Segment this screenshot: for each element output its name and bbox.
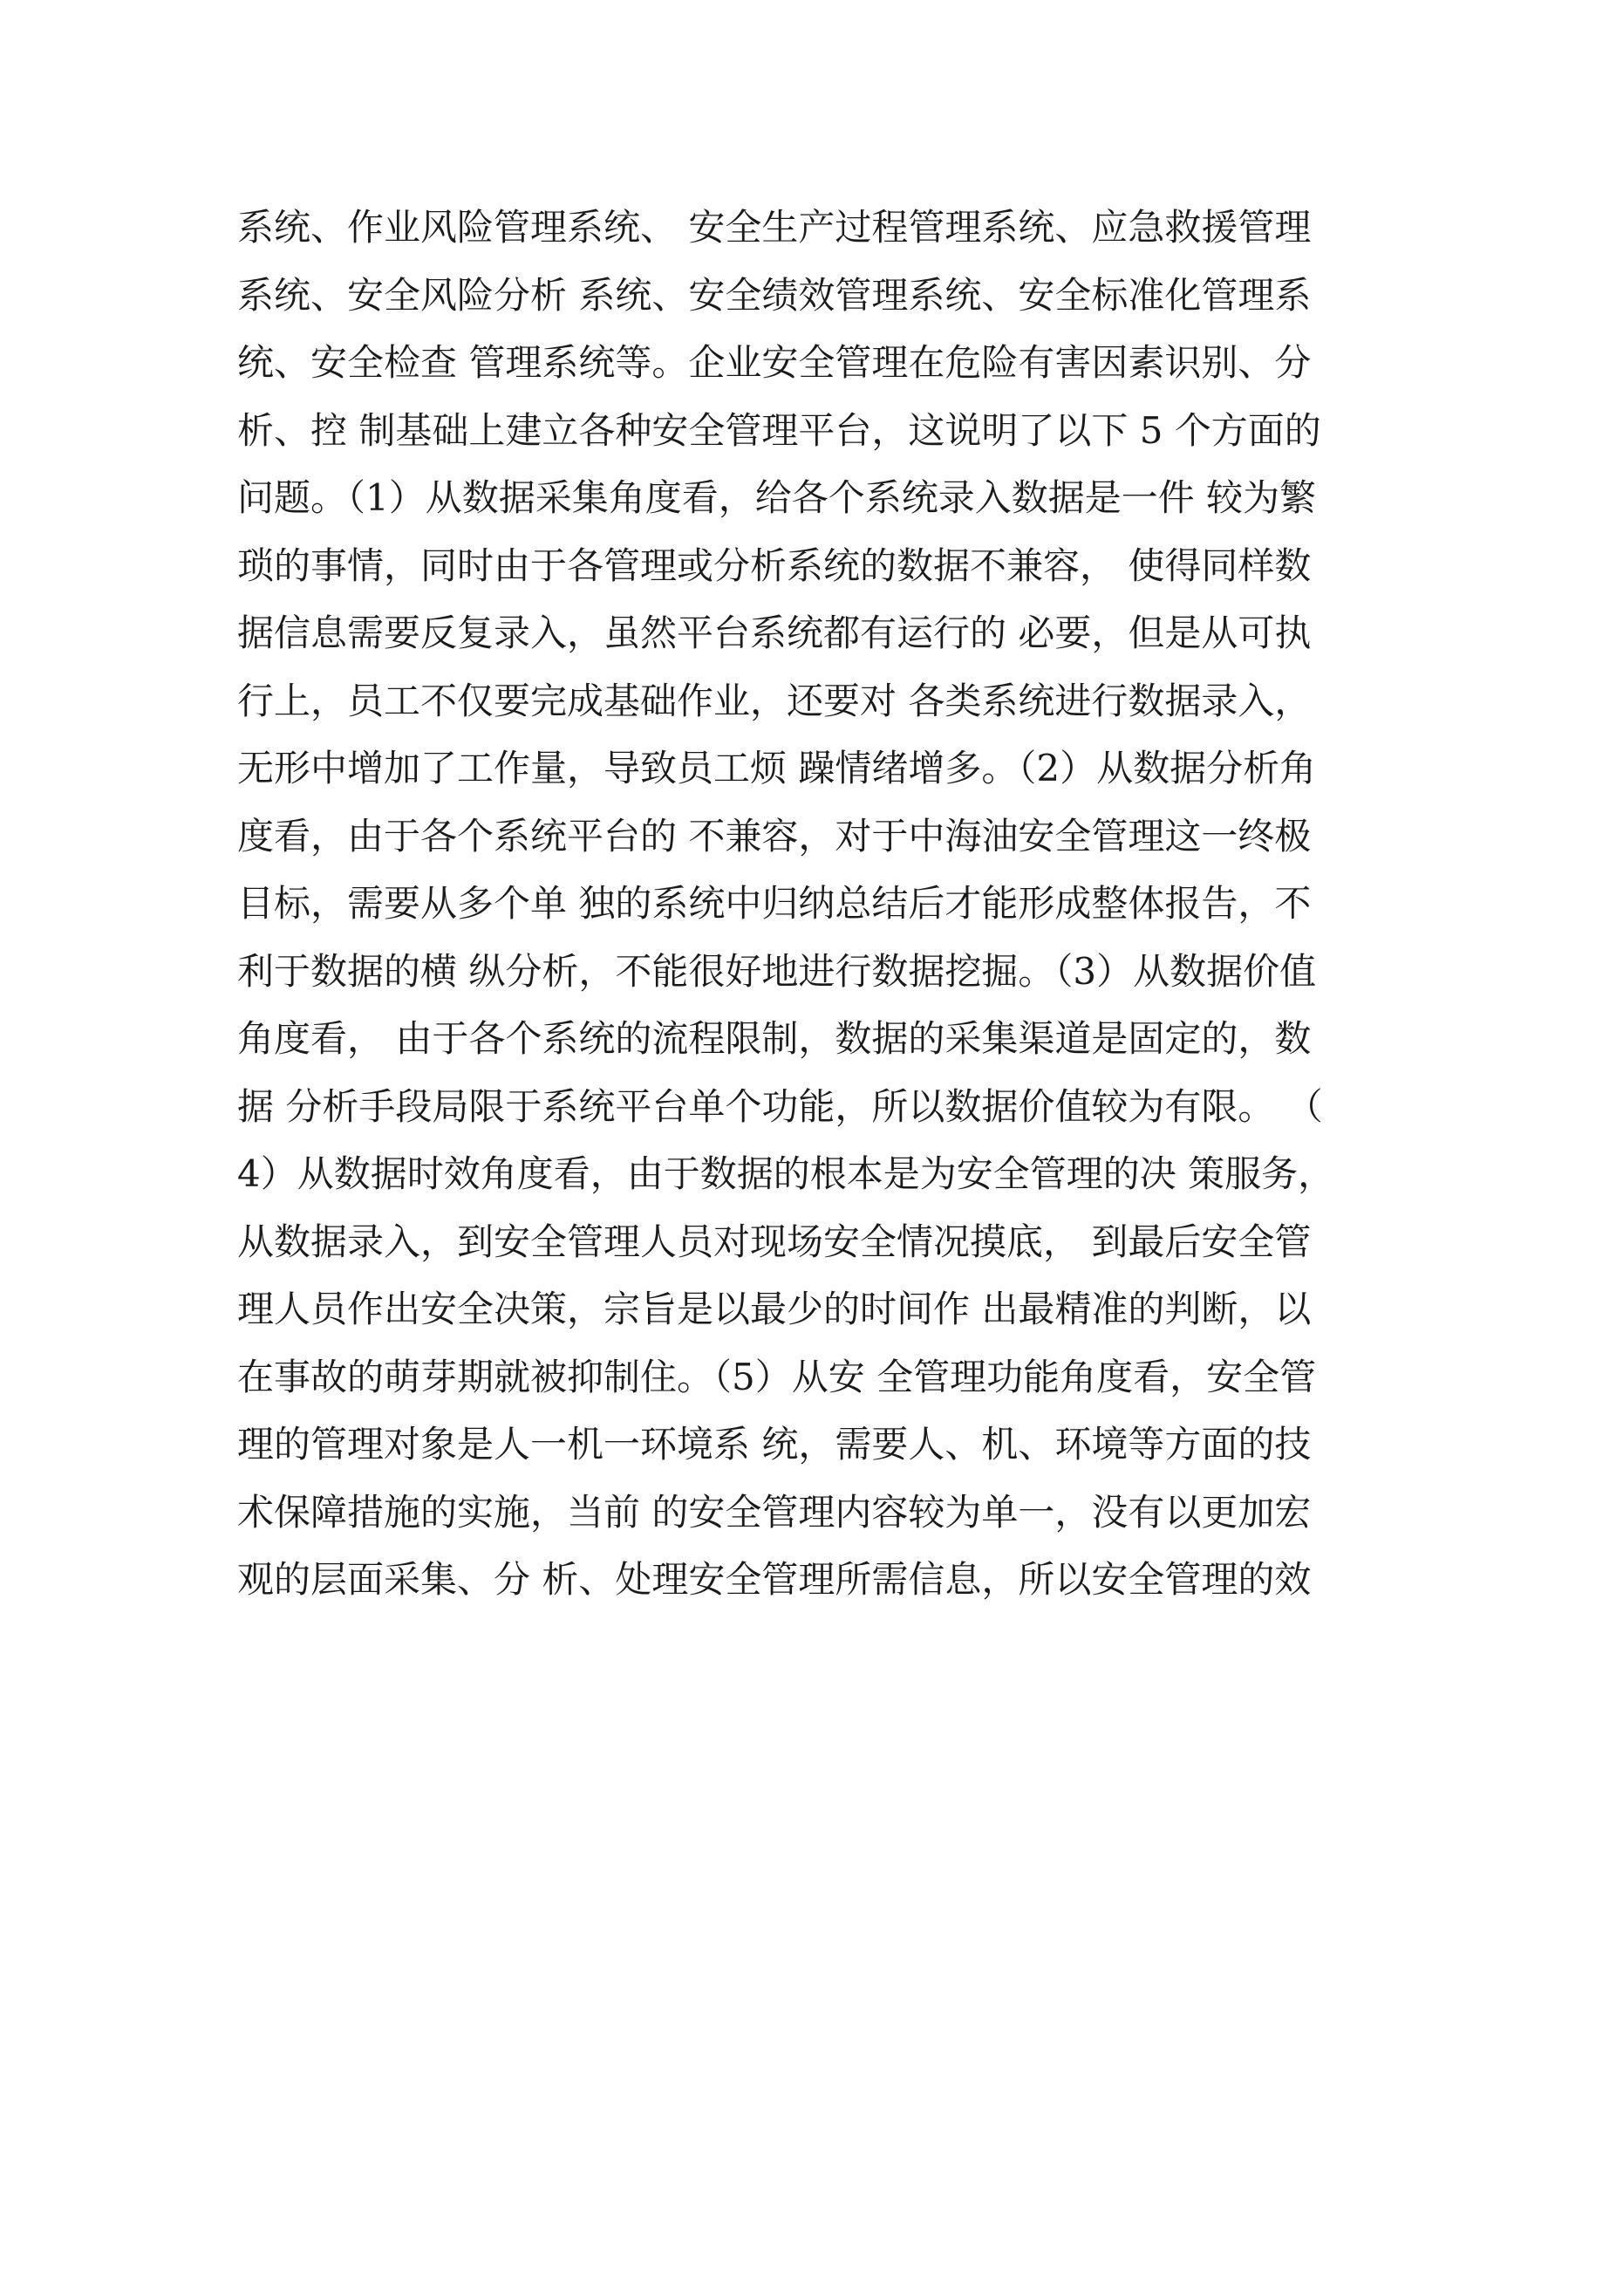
text-line-20: 术保障措施的实施，当前 的安全管理内容较为单一，没有以更加宏 <box>237 1490 1312 1534</box>
text-line-13: 角度看， 由于各个系统的流程限制，数据的采集渠道是固定的，数 <box>237 1017 1312 1060</box>
text-line-12: 利于数据的横 纵分析，不能很好地进行数据挖掘。（3）从数据价值 <box>237 949 1317 993</box>
text-line-4: 析、控 制基础上建立各种安全管理平台，这说明了以下 5 个方面的 <box>237 408 1321 452</box>
text-line-5: 问题。（1）从数据采集角度看，给各个系统录入数据是一件 较为繁 <box>237 476 1317 519</box>
text-line-2: 系统、安全风险分析 系统、安全绩效管理系统、安全标准化管理系 <box>237 273 1312 317</box>
text-line-6: 琐的事情，同时由于各管理或分析系统的数据不兼容， 使得同样数 <box>237 543 1312 587</box>
text-line-18: 在事故的萌芽期就被抑制住。（5）从安 全管理功能角度看，安全管 <box>237 1355 1317 1398</box>
text-line-9: 无形中增加了工作量，导致员工烦 躁情绪增多。（2）从数据分析角 <box>237 747 1317 789</box>
text-line-3: 统、安全检查 管理系统等。企业安全管理在危险有害因素识别、分 <box>237 341 1312 384</box>
text-line-21: 观的层面采集、分 析、处理安全管理所需信息，所以安全管理的效 <box>237 1558 1312 1601</box>
text-line-14: 据 分析手段局限于系统平台单个功能，所以数据价值较为有限。 （ <box>237 1084 1323 1128</box>
text-line-10: 度看，由于各个系统平台的 不兼容，对于中海油安全管理这一终极 <box>237 814 1312 858</box>
text-line-8: 行上，员工不仅要完成基础作业，还要对 各类系统进行数据录入， <box>237 679 1312 722</box>
text-line-16: 从数据录入，到安全管理人员对现场安全情况摸底， 到最后安全管 <box>237 1220 1312 1263</box>
text-line-11: 目标，需要从多个单 独的系统中归纳总结后才能形成整体报告，不 <box>237 882 1312 925</box>
body-paragraph <box>237 194 1423 1614</box>
text-line-1: 系统、作业风险管理系统、 安全生产过程管理系统、应急救援管理 <box>237 206 1312 249</box>
text-line-17: 理人员作出安全决策，宗旨是以最少的时间作 出最精准的判断，以 <box>237 1288 1312 1330</box>
text-line-15: 4）从数据时效角度看，由于数据的根本是为安全管理的决 策服务， <box>237 1152 1335 1195</box>
text-line-7: 据信息需要反复录入，虽然平台系统都有运行的 必要，但是从可执 <box>237 612 1312 654</box>
text-line-19: 理的管理对象是人一机一环境系 统，需要人、机、环境等方面的技 <box>237 1423 1312 1466</box>
